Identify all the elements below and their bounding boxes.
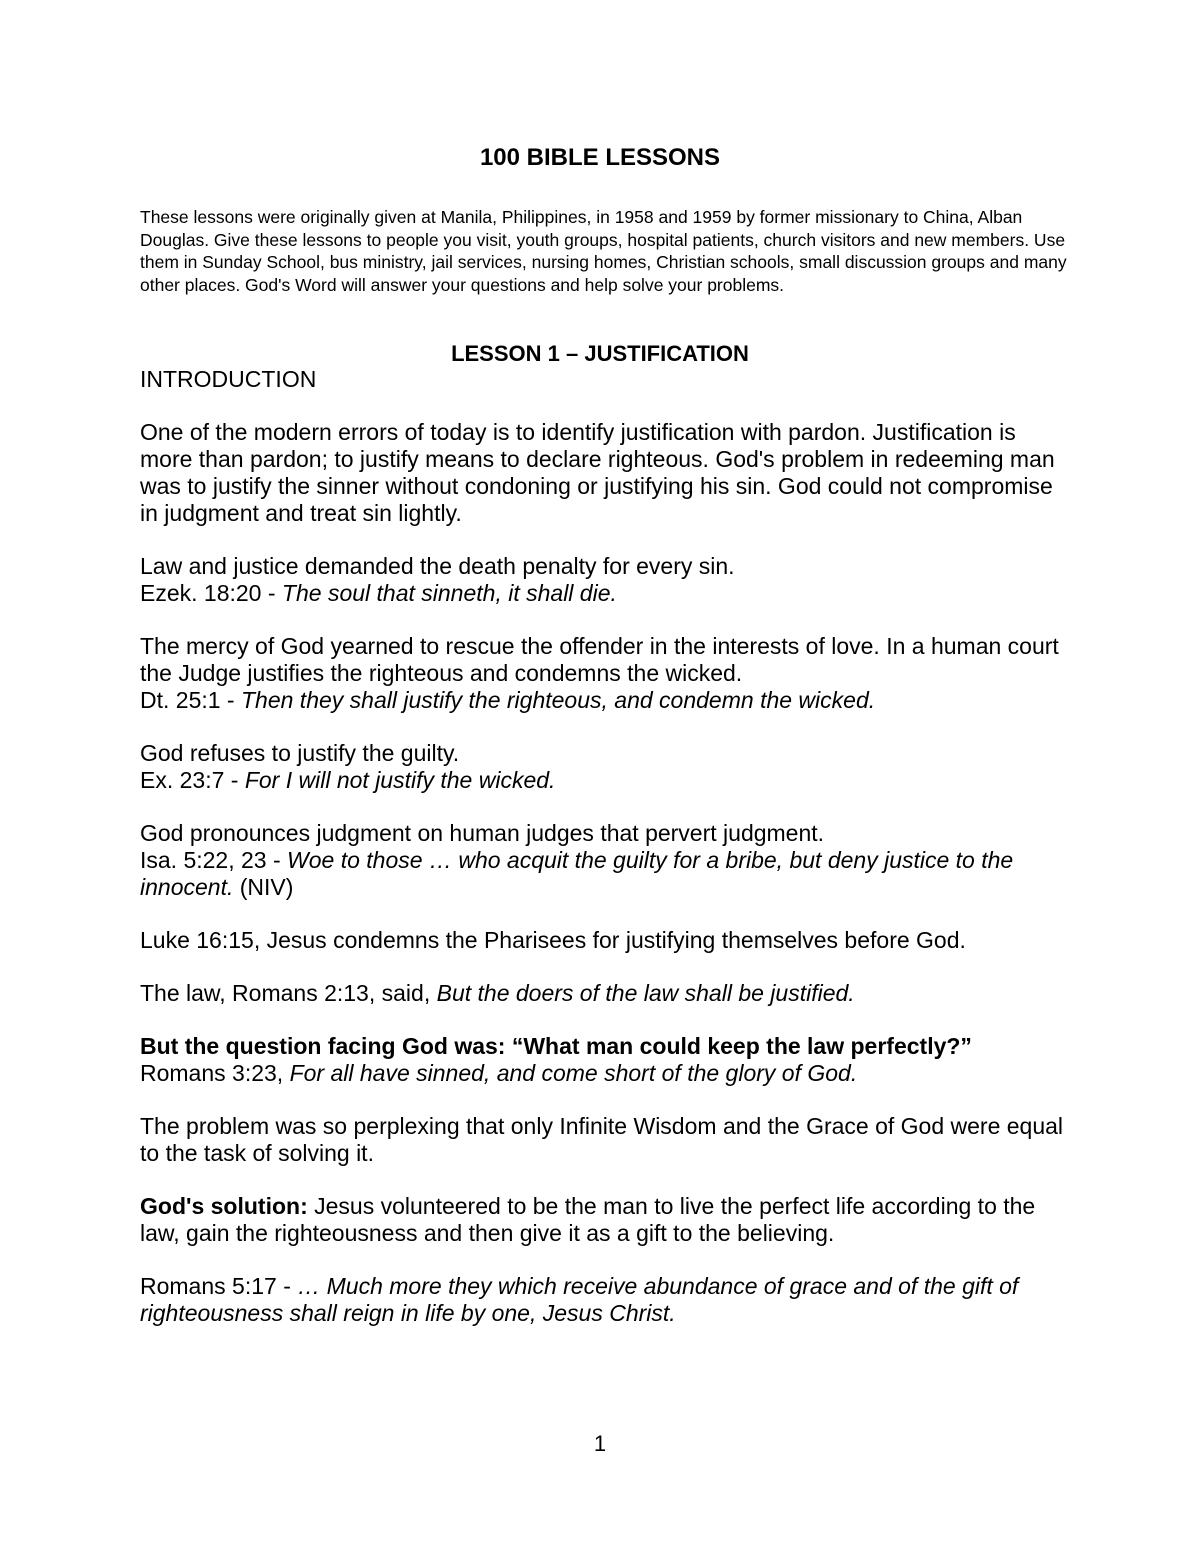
scripture-quote: Then they shall justify the righteous, and condemn the wicked. bbox=[240, 687, 876, 713]
paragraph-text: God refuses to justify the guilty. bbox=[140, 740, 460, 766]
scripture-quote: For all have sinned, and come short of the glory of God. bbox=[289, 1060, 858, 1086]
lesson-title: LESSON 1 – JUSTIFICATION bbox=[451, 341, 749, 366]
page-number: 1 bbox=[593, 1431, 607, 1456]
paragraph-refuses-guilty bbox=[140, 740, 1070, 794]
paragraph-question bbox=[140, 1033, 1070, 1087]
scripture-reference: Romans 5:17 - bbox=[140, 1273, 298, 1299]
paragraph-text: God pronounces judgment on human judges that pervert judgment. bbox=[140, 820, 825, 846]
paragraph-text: Jesus volunteered to be the man to live the perfect life according to the law, gain the righteousness and then give it as a gift to the believing. bbox=[140, 1193, 1036, 1246]
translation-note: (NIV) bbox=[233, 874, 294, 900]
paragraph-death-penalty bbox=[140, 553, 1070, 607]
paragraph-text: Law and justice demanded the death penalty for every sin. bbox=[140, 553, 735, 579]
paragraph-text: The mercy of God yearned to rescue the offender in the interests of love. In a human court the Judge justifies the righteous and condemns the wicked. bbox=[140, 633, 1059, 686]
solution-label: God's solution: bbox=[140, 1193, 308, 1219]
section-heading: INTRODUCTION bbox=[140, 366, 317, 392]
scripture-reference: Ex. 23:7 - bbox=[140, 767, 245, 793]
scripture-quote: For I will not justify the wicked. bbox=[244, 767, 556, 793]
paragraph-perplexing-problem: The problem was so perplexing that only Infinite Wisdom and the Grace of God were equal to the task of solving it. bbox=[140, 1113, 1064, 1166]
paragraph-justification-pardon: One of the modern errors of today is to identify justification with pardon. Justification is more than pardon; to justify means to declare righteous. God's problem in redeeming man was to justify the sinner without condoning or justifying his sin. God could not compromise in judgment and treat sin lightly. bbox=[140, 419, 1055, 526]
paragraph-gods-solution bbox=[140, 1193, 1070, 1247]
scripture-reference: Isa. 5:22, 23 - bbox=[140, 847, 288, 873]
document-title: 100 BIBLE LESSONS bbox=[479, 144, 721, 171]
scripture-quote: … Much more they which receive abundance of grace and of the gift of righteousness shall reign in life by one, Jesus Christ. bbox=[140, 1273, 1019, 1326]
scripture-quote: But the doers of the law shall be justified. bbox=[436, 980, 855, 1006]
scripture-reference: Ezek. 18:20 - bbox=[140, 580, 282, 606]
scripture-quote: The soul that sinneth, it shall die. bbox=[281, 580, 617, 606]
intro-paragraph: These lessons were originally given at Manila, Philippines, in 1958 and 1959 by former missionary to China, Alban Douglas. Give these lessons to people you visit, youth groups, hospital patients, church visitors and new members. Use them in Sunday School, bus ministry, jail services, nursing homes, Christian schools, small discussion groups and many other places. God's Word will answer your questions and help solve your problems. bbox=[140, 207, 1067, 295]
lesson-body bbox=[140, 366, 1070, 1353]
paragraph-mercy-of-god bbox=[140, 633, 1070, 714]
paragraph-the-law bbox=[140, 980, 1070, 1007]
paragraph-human-judges bbox=[140, 820, 1070, 901]
paragraph-romans-5-17 bbox=[140, 1273, 1070, 1327]
question-text: But the question facing God was: “What man could keep the law perfectly?” bbox=[140, 1033, 972, 1059]
paragraph-pharisees: Luke 16:15, Jesus condemns the Pharisees for justifying themselves before God. bbox=[140, 927, 966, 953]
scripture-quote: Woe to those … who acquit the guilty for a bribe, but deny justice to the innocent. bbox=[140, 847, 1014, 900]
scripture-reference: Romans 3:23, bbox=[140, 1060, 290, 1086]
scripture-reference: Dt. 25:1 - bbox=[140, 687, 241, 713]
paragraph-text: The law, Romans 2:13, said, bbox=[140, 980, 437, 1006]
